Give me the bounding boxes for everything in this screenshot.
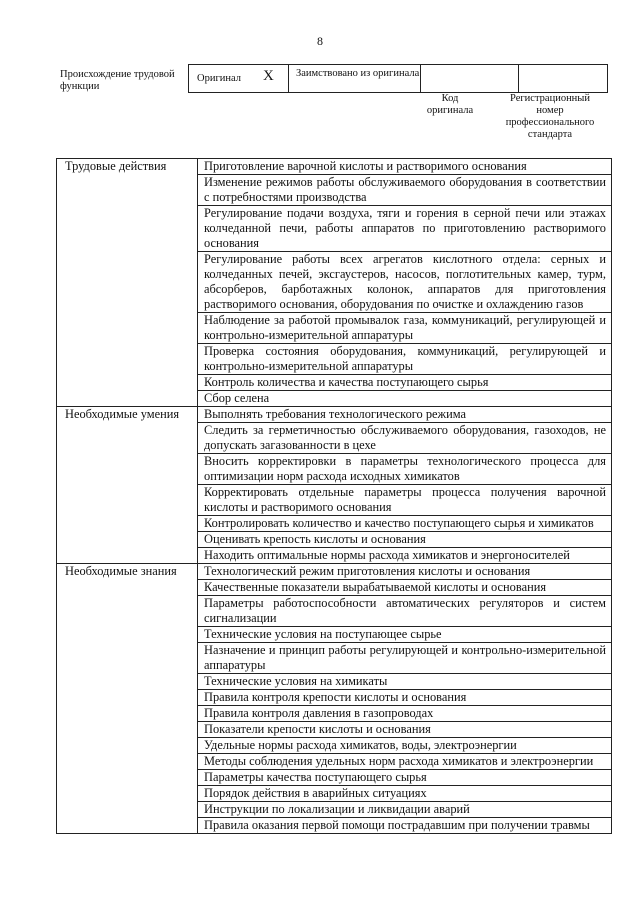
section-item: Параметры качества поступающего сырья: [198, 770, 612, 786]
section-item: Контролировать количество и качество поступающего сырья и химикатов: [198, 516, 612, 532]
section-item: Методы соблюдения удельных норм расхода химикатов и электроэнергии: [198, 754, 612, 770]
code-caption: Код оригинала: [426, 93, 474, 116]
section-item: Технические условия на химикаты: [198, 674, 612, 690]
borrowed-cell: Заимствовано из оригинала: [289, 65, 421, 92]
section-item: Правила контроля крепости кислоты и основания: [198, 690, 612, 706]
section-title: Необходимые знания: [57, 564, 198, 834]
section-item: Следить за герметичностью обслуживаемого оборудования, газоходов, не допускать загазованности в цехе: [198, 423, 612, 454]
section-item: Параметры работоспособности автоматических регуляторов и систем сигнализации: [198, 596, 612, 627]
reg-number-caption: Регистрационный номер профессионального стандарта: [505, 93, 595, 140]
section-item: Качественные показатели вырабатываемой кислоты и основания: [198, 580, 612, 596]
original-label: Оригинал: [197, 73, 241, 84]
section-item: Технические условия на поступающее сырье: [198, 627, 612, 643]
table-row: [57, 407, 612, 423]
section-title: Необходимые умения: [57, 407, 198, 564]
section-item: Выполнять требования технологического режима: [198, 407, 612, 423]
section-item: Регулирование подачи воздуха, тяги и горения в серной печи или этажах колчеданной печи, работы аппаратов по приготовлению растворимого основания: [198, 206, 612, 252]
section-item: Инструкции по локализации и ликвидации аварий: [198, 802, 612, 818]
skills-table: [56, 158, 612, 834]
section-item: Проверка состояния оборудования, коммуникаций, регулирующей и контрольно-измерительной аппаратуры: [198, 344, 612, 375]
section-item: Контроль количества и качества поступающего сырья: [198, 375, 612, 391]
table-row: [57, 159, 612, 175]
page-number: 8: [317, 34, 323, 48]
section-item: Удельные нормы расхода химикатов, воды, электроэнергии: [198, 738, 612, 754]
origin-label: Происхождение трудовой функции: [60, 69, 175, 92]
origin-box: [188, 64, 608, 93]
table-row: [57, 564, 612, 580]
section-item: Приготовление варочной кислоты и растворимого основания: [198, 159, 612, 175]
section-item: Оценивать крепость кислоты и основания: [198, 532, 612, 548]
section-item: Корректировать отдельные параметры процесса получения варочной кислоты и растворимого основания: [198, 485, 612, 516]
original-mark: X: [263, 68, 274, 84]
section-item: Регулирование работы всех агрегатов кислотного отдела: серных и колчеданных печей, эксгаустеров, насосов, поглотительных камер, турм, абсорберов, барботажных колонок, аппаратов для приготовления растворимого основания, оборудования по очистке и охлаждению газов: [198, 252, 612, 313]
original-cell: [189, 65, 289, 92]
section-item: Правила оказания первой помощи пострадавшим при получении травмы: [198, 818, 612, 834]
section-title: Трудовые действия: [57, 159, 198, 407]
section-item: Правила контроля давления в газопроводах: [198, 706, 612, 722]
code-cell: [421, 65, 519, 92]
section-item: Порядок действия в аварийных ситуациях: [198, 786, 612, 802]
section-item: Изменение режимов работы обслуживаемого оборудования в соответствии с потребностями производства: [198, 175, 612, 206]
section-item: Сбор селена: [198, 391, 612, 407]
section-item: Вносить корректировки в параметры технологического процесса для оптимизации норм расхода исходных химикатов: [198, 454, 612, 485]
section-item: Находить оптимальные нормы расхода химикатов и энергоносителей: [198, 548, 612, 564]
section-item: Наблюдение за работой промывалок газа, коммуникаций, регулирующей и контрольно-измерительной аппаратуры: [198, 313, 612, 344]
section-item: Показатели крепости кислоты и основания: [198, 722, 612, 738]
section-item: Назначение и принцип работы регулирующей и контрольно-измерительной аппаратуры: [198, 643, 612, 674]
section-item: Технологический режим приготовления кислоты и основания: [198, 564, 612, 580]
